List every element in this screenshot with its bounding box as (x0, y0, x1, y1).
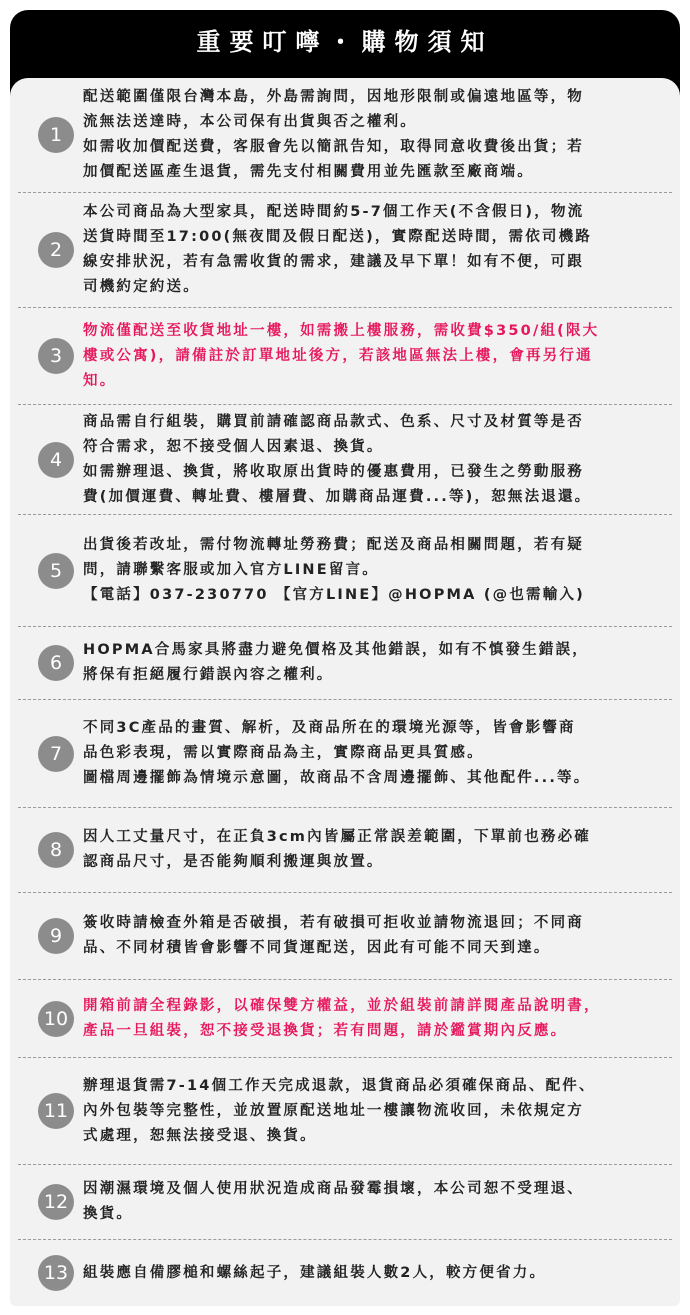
notice-text: 簽收時請檢查外箱是否破損，若有破損可拒收並請物流退回；不同商 品、不同材積皆會影響不同貨運配送，因此有可能不同天到達。 (83, 915, 584, 956)
notice-text: 因潮濕環境及個人使用狀況造成商品發霉損壞，本公司恕不受理退、 換貨。 (83, 1181, 584, 1222)
notice-item-9 (18, 893, 672, 980)
number-badge: 1 (38, 117, 74, 153)
number-badge: 4 (38, 442, 74, 478)
number-badge: 2 (38, 232, 74, 268)
notice-item-4 (18, 405, 672, 515)
number-badge: 7 (38, 736, 74, 772)
notice-text: 商品需自行組裝，購買前請確認商品款式、色系、尺寸及材質等是否 符合需求，恕不接受個人因素退、換貨。 如需辦理退、換貨，將收取原出貨時的優惠費用，已發生之勞動服務 費(加價運費、轉址費、樓層費、加購商品運費...等)，恕無法退還。 (83, 413, 592, 505)
number-badge: 11 (38, 1093, 74, 1129)
number-badge: 10 (38, 1001, 74, 1037)
notice-item-10 (18, 980, 672, 1058)
number-badge: 9 (38, 918, 74, 954)
notice-item-5 (18, 515, 672, 627)
notice-text: 開箱前請全程錄影，以確保雙方權益，並於組裝前請詳閱產品說明書， 產品一旦組裝，恕不接受退換貨；若有問題，請於鑑賞期內反應。 (83, 997, 601, 1039)
number-badge: 12 (38, 1184, 74, 1220)
number-badge: 3 (38, 338, 74, 374)
page-title: 重要叮嚀・購物須知 (196, 28, 494, 56)
notice-text: 配送範圍僅限台灣本島，外島需詢問，因地形限制或偏遠地區等，物 流無法送達時，本公司保有出貨與否之權利。 如需收加價配送費，客服會先以簡訊告知，取得同意收費後出貨；若 加價配送區產生退貨，需先支付相關費用並先匯款至廠商端。 (83, 89, 584, 180)
notice-text: 物流僅配送至收貨地址一樓，如需搬上樓服務，需收費$350/組(限大 樓或公寓)，請備註於訂單地址後方，若該地區無法上樓，會再另行通 知。 (83, 322, 600, 389)
notice-text: 出貨後若改址，需付物流轉址勞務費；配送及商品相關問題，若有疑 問，請聯繫客服或加入官方LINE留言。 【電話】037-230770 【官方LINE】@HOPMA (@也需輸入) (83, 537, 585, 603)
notice-text: 本公司商品為大型家具，配送時間約5-7個工作天(不含假日)，物流 送貨時間至17:00(無夜間及假日配送)，實際配送時間，需依司機路 線安排狀況，若有急需收貨的需求，建議及早下單！如有不便，可跟 司機約定約送。 (83, 204, 593, 295)
notice-item-1 (18, 78, 672, 193)
notice-item-2 (18, 193, 672, 308)
notice-panel (10, 78, 680, 1306)
notice-text: HOPMA合馬家具將盡力避免價格及其他錯誤，如有不慎發生錯誤， 將保有拒絕履行錯誤內容之權利。 (83, 642, 589, 683)
number-badge: 8 (38, 832, 74, 868)
notice-text: 組裝應自備膠槌和螺絲起子，建議組裝人數2人，較方便省力。 (83, 1264, 547, 1281)
notice-text: 辦理退貨需7-14個工作天完成退款，退貨商品必須確保商品、配件、 內外包裝等完整性，並放置原配送地址一樓讓物流收回，未依規定方 式處理，恕無法接受退、換貨。 (83, 1077, 596, 1144)
notice-text: 因人工丈量尺寸，在正負3cm內皆屬正常誤差範圍，下單前也務必確 認商品尺寸，是否能夠順利搬運與放置。 (83, 829, 591, 870)
notice-text: 不同3C產品的畫質、解析，及商品所在的環境光源等，皆會影響商 品色彩表現，需以實際商品為主，實際商品更具質感。 圖檔周邊擺飾為情境示意圖，故商品不含周邊擺飾、其他配件...等。 (83, 720, 591, 786)
number-badge: 13 (38, 1255, 74, 1291)
number-badge: 6 (38, 645, 74, 681)
notice-item-8 (18, 808, 672, 893)
notice-item-6 (18, 627, 672, 700)
number-badge: 5 (38, 553, 74, 589)
notice-item-13 (18, 1240, 672, 1306)
notice-item-3 (18, 308, 672, 405)
notice-item-11 (18, 1058, 672, 1165)
notice-item-12 (18, 1165, 672, 1240)
notice-item-7 (18, 700, 672, 808)
